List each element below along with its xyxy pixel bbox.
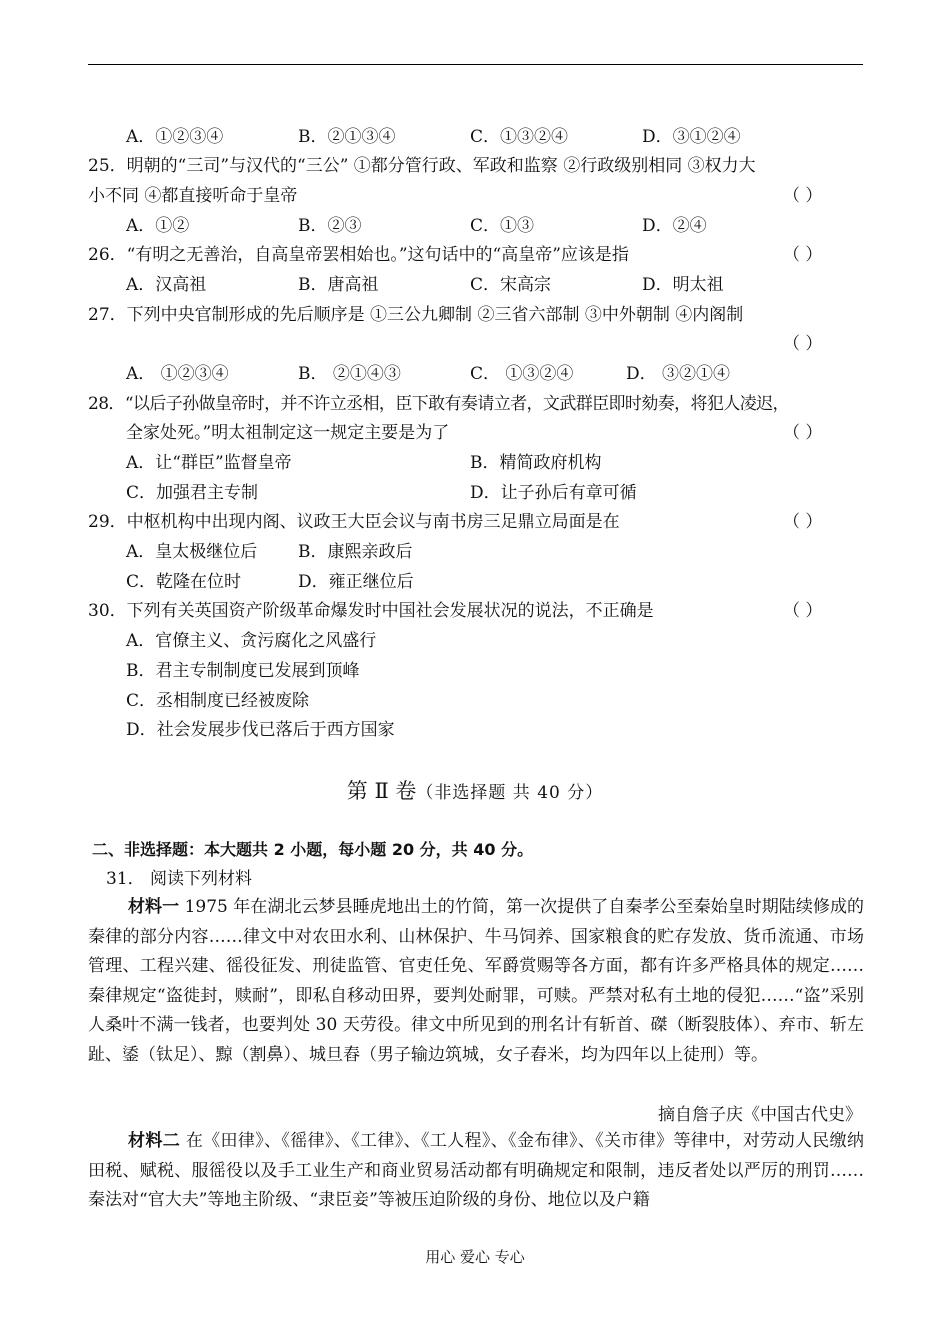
part2-subtitle: （非选择题 共 40 分） bbox=[416, 783, 604, 803]
q29-option-b: B．康熙亲政后 bbox=[298, 542, 413, 562]
q29-stem: 29．中枢机构中出现内阁、议政王大臣会议与南书房三足鼎立局面是在 bbox=[88, 512, 620, 532]
q24-option-d: D．③①②④ bbox=[642, 127, 741, 147]
q26-option-b: B．唐高祖 bbox=[298, 275, 379, 295]
q30-option-a: A．官僚主义、贪污腐化之风盛行 bbox=[126, 631, 377, 651]
header-rule bbox=[88, 64, 863, 65]
part2-heading: 二、非选择题：本大题共 2 小题，每小题 20 分，共 40 分。 bbox=[92, 840, 534, 859]
part2-title bbox=[0, 778, 950, 806]
q28-stem-line1: 28．“以后子孙做皇帝时，并不许立丞相，臣下敢有奏请立者，文武群臣即时劾奏，将犯人凌迟， bbox=[88, 394, 789, 414]
q25-option-a: A．①② bbox=[126, 216, 190, 236]
q30-stem: 30．下列有关英国资产阶级革命爆发时中国社会发展状况的说法，不正确是 bbox=[88, 601, 654, 621]
material-two-label: 材料二 bbox=[128, 1131, 181, 1151]
material-one-label: 材料一 bbox=[128, 897, 180, 917]
q24-option-a: A．①②③④ bbox=[126, 127, 224, 147]
q27-stem: 27．下列中央官制形成的先后顺序是 ①三公九卿制 ②三省六部制 ③中外朝制 ④内阁制 bbox=[88, 305, 744, 325]
q27-option-b: B． ②①④③ bbox=[298, 364, 401, 384]
part2-title-main: 第 Ⅱ 卷 bbox=[346, 779, 417, 803]
q26-answer-blank: （ ） bbox=[783, 245, 823, 265]
q30-option-b: B．君主专制制度已发展到顶峰 bbox=[126, 661, 360, 681]
q29-option-c: C．乾隆在位时 bbox=[126, 572, 242, 592]
q24-option-b: B．②①③④ bbox=[298, 127, 396, 147]
q26-stem: 26．“有明之无善治，自高皇帝罢相始也。”这句话中的“高皇帝”应该是指 bbox=[88, 245, 629, 265]
q26-option-a: A．汉高祖 bbox=[126, 275, 207, 295]
q27-answer-blank: （ ） bbox=[783, 334, 823, 354]
q27-option-a: A． ①②③④ bbox=[126, 364, 229, 384]
q28-stem-line2: 全家处死。”明太祖制定这一规定主要是为了 bbox=[126, 423, 450, 443]
material-one-source: 摘自詹子庆《中国古代史》 bbox=[658, 1105, 862, 1125]
material-one bbox=[88, 893, 864, 1071]
q25-option-d: D．②④ bbox=[642, 216, 707, 236]
q28-option-c: C．加强君主专制 bbox=[126, 483, 259, 503]
material-two bbox=[88, 1127, 864, 1216]
q24-option-c: C．①③②④ bbox=[470, 127, 569, 147]
q25-answer-blank: （ ） bbox=[783, 186, 823, 206]
q31-stem: 31． 阅读下列材料 bbox=[106, 869, 253, 889]
q30-option-d: D．社会发展步伐已落后于西方国家 bbox=[126, 720, 395, 740]
q27-option-c: C． ①③②④ bbox=[470, 364, 574, 384]
q30-option-c: C．丞相制度已经被废除 bbox=[126, 691, 310, 711]
q29-answer-blank: （ ） bbox=[783, 512, 823, 532]
q26-option-d: D．明太祖 bbox=[642, 275, 724, 295]
q28-option-d: D．让子孙后有章可循 bbox=[470, 483, 637, 503]
q28-option-b: B．精简政府机构 bbox=[470, 453, 602, 473]
material-one-text: 1975 年在湖北云梦县睡虎地出土的竹简，第一次提供了自秦孝公至秦始皇时期陆续修成的秦律的部分内容……律文中对农田水利、山林保护、牛马饲养、国家粮食的贮存发放、货币流通、市场管理、工程兴建、徭役征发、刑徒监管、官吏任免、军爵赏赐等各方面，都有许多严格具体的规定……秦律规定“盗徙封，赎耐”，即私自移动田界，要判处耐罪，可赎。严禁对私有土地的侵犯……“盗”采别人桑叶不满一钱者，也要判处 30 天劳役。律文中所见到的刑名计有斩首、磔（断裂肢体）、弃市、斩左趾、鋈（钛足）、黥（割鼻）、城旦舂（男子输边筑城，女子舂米，均为四年以上徒刑）等。 bbox=[88, 897, 864, 1065]
q28-answer-blank: （ ） bbox=[783, 423, 823, 443]
q25-option-b: B．②③ bbox=[298, 216, 362, 236]
q30-answer-blank: （ ） bbox=[783, 601, 823, 621]
q26-option-c: C．宋高宗 bbox=[470, 275, 552, 295]
page-footer: 用心 爱心 专心 bbox=[425, 1248, 525, 1266]
q28-option-a: A．让“群臣”监督皇帝 bbox=[126, 453, 292, 473]
q25-stem-line1: 25．明朝的“三司”与汉代的“三公” ①都分管行政、军政和监察 ②行政级别相同 ③权力大 bbox=[88, 156, 756, 176]
material-two-text: 在《田律》、《徭律》、《工律》、《工人程》、《金布律》、《关市律》等律中，对劳动人民缴纳田税、赋税、服徭役以及手工业生产和商业贸易活动都有明确规定和限制，违反者处以严厉的刑罚……秦法对“官大夫”等地主阶级、“隶臣妾”等被压迫阶级的身份、地位以及户籍 bbox=[88, 1131, 864, 1211]
q25-stem-line2: 小不同 ④都直接听命于皇帝 bbox=[88, 186, 298, 206]
q25-option-c: C．①③ bbox=[470, 216, 535, 236]
q29-option-a: A．皇太极继位后 bbox=[126, 542, 258, 562]
q29-option-d: D．雍正继位后 bbox=[298, 572, 414, 592]
q27-option-d: D． ③②①④ bbox=[626, 364, 731, 384]
